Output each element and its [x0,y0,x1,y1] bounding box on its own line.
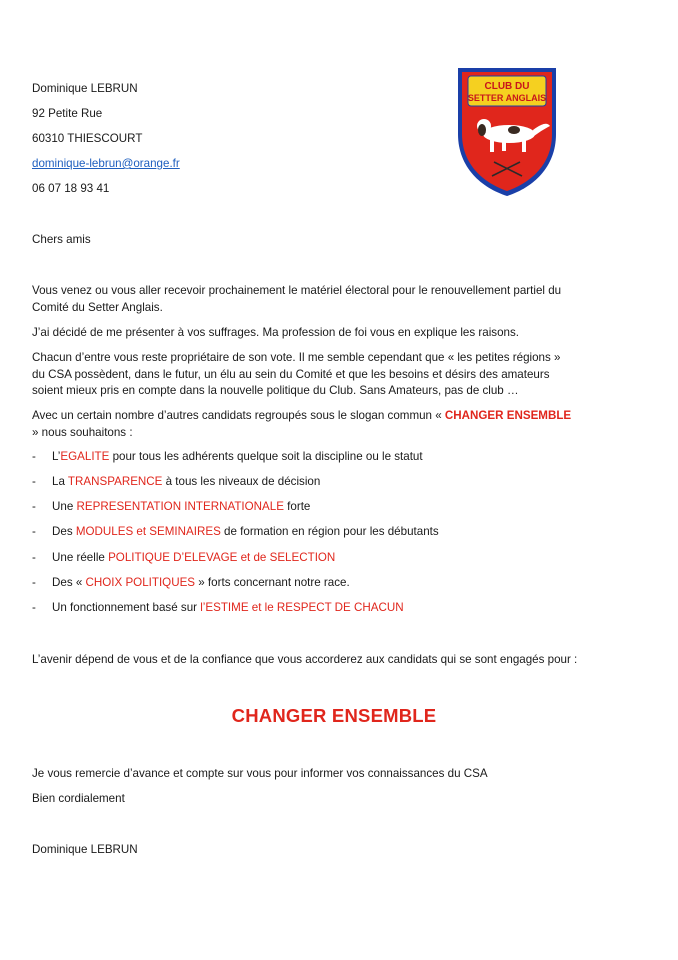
paragraph-future: L’avenir dépend de vous et de la confiance que vous accorderez aux candidats qui se sont engagés pour : [32,653,578,666]
slogan-intro-after: » nous souhaitons : [32,425,133,439]
paragraph-thanks: Je vous remercie d’avance et compte sur vous pour informer vos connaissances du CSA [32,767,488,780]
sender-phone: 06 07 18 93 41 [32,182,110,195]
sender-street: 92 Petite Rue [32,107,103,120]
list-item [32,575,350,591]
list-item [32,600,404,616]
list-item [32,449,423,465]
list-dash: - [32,551,36,564]
list-item-highlight: EGALITE [60,450,110,463]
logo-text-line2: SETTER ANGLAIS [467,93,547,103]
paragraph-slogan-intro [32,408,572,441]
list-item [32,550,335,566]
list-item [32,499,310,515]
list-item-text: » forts concernant notre race. [195,576,350,589]
paragraph-intro: Vous venez ou vous aller recevoir prochainement le matériel électoral pour le renouvellement partiel du Comité du Setter Anglais. [32,284,562,314]
list-item-highlight: MODULES et SEMINAIRES [75,525,221,538]
list-dash: - [32,525,36,538]
list-item-highlight: CHOIX POLITIQUES [85,576,196,589]
list-dash: - [32,500,36,513]
list-item-text: L’ [52,450,61,463]
paragraph-candidacy: J’ai décidé de me présenter à vos suffrages. Ma profession de foi vous en explique les raisons. [32,326,519,339]
list-item-highlight: l’ESTIME et le RESPECT DE CHACUN [200,601,404,614]
list-item-highlight: POLITIQUE D’ELEVAGE et de SELECTION [108,551,336,564]
greeting: Chers amis [32,233,91,246]
list-item-highlight: TRANSPARENCE [67,475,163,488]
list-item-text: Des « [52,576,86,589]
sender-name: Dominique LEBRUN [32,82,138,95]
logo-text-line1: CLUB DU [484,81,530,92]
list-item-text: forte [283,500,311,513]
list-dash: - [32,576,36,589]
list-dash: - [32,475,36,488]
list-item [32,524,439,540]
list-dash: - [32,450,36,463]
list-item-text: pour tous les adhérents quelque soit la discipline ou le statut [109,450,423,463]
list-item [32,474,320,490]
signature: Dominique LEBRUN [32,843,138,856]
paragraph-vote: Chacun d’entre vous reste propriétaire de son vote. Il me semble cependant que « les petites régions » du CSA possèdent, dans le futur, un élu au sein du Comité et que les besoins et désirs des amateurs soient mieux pris en compte dans la nouvelle politique du Club. Sans Amateurs, pas de club … [32,351,561,397]
closing: Bien cordialement [32,792,125,805]
list-item-text: Des [52,525,76,538]
list-item-text: La [52,475,68,488]
sender-city: 60310 THIESCOURT [32,132,143,145]
slogan-inline: CHANGER ENSEMBLE [444,409,572,422]
club-setter-anglais-logo [454,64,560,200]
slogan-intro-before: Avec un certain nombre d’autres candidats regroupés sous le slogan commun « [32,409,445,422]
list-item-highlight: REPRESENTATION INTERNATIONALE [76,500,284,513]
list-item-text: Une [52,500,77,513]
list-item-text: Une réelle [52,551,109,564]
list-item-text: à tous les niveaux de décision [162,475,321,488]
list-item-text: de formation en région pour les débutants [220,525,439,538]
sender-email-link[interactable]: dominique-lebrun@orange.fr [32,157,180,170]
list-item-text: Un fonctionnement basé sur [52,601,201,614]
list-dash: - [32,601,36,614]
slogan-heading: CHANGER ENSEMBLE [231,705,437,726]
